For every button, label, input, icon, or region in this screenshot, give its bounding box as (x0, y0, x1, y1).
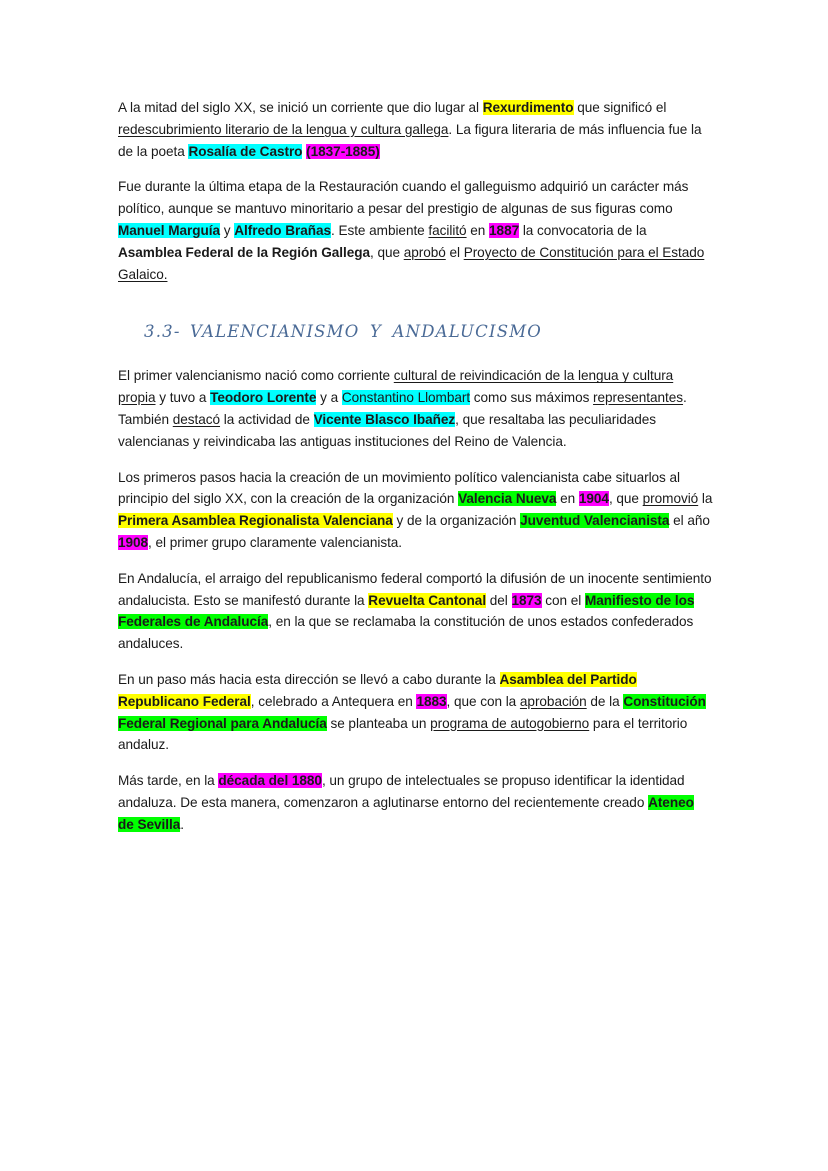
highlight-lorente: Teodoro Lorente (210, 390, 317, 406)
text: del (486, 592, 512, 608)
paragraph-galleguismo (118, 176, 713, 285)
highlight-fechas-rosalia: (1837-1885) (306, 143, 380, 159)
section-title-word: ANDALUCISMO (392, 322, 543, 342)
text: Los primeros pasos hacia la creación de un movimiento político valencianista cabe situarlos al principio del siglo XX, con la creación de la organización (118, 469, 681, 507)
text: el año (669, 513, 710, 529)
text: , que (370, 244, 404, 260)
section-title-word: Y (369, 322, 383, 342)
paragraph-rexurdimento (118, 97, 713, 162)
text: . (180, 816, 184, 832)
highlight-year-1883: 1883 (416, 693, 447, 709)
text: y tuvo a (155, 390, 211, 406)
text: y (220, 222, 235, 238)
highlight-rexurdimento: Rexurdimento (482, 100, 574, 115)
underline-aprobo: aprobó (403, 244, 446, 260)
underline-proyecto: Proyecto de Constitución para el Estado Galaico. (118, 244, 705, 282)
section-number: 3.3- (144, 322, 181, 342)
underline-programa: programa de autogobierno (430, 715, 590, 731)
highlight-murguia: Manuel Marguía (118, 222, 221, 238)
underline-aprobacion: aprobación (519, 693, 587, 709)
document-body (118, 97, 713, 850)
text: Fue durante la última etapa de la Restauración cuando el galleguismo adquirió un carácter más político, aunque se mantuvo minoritario a pesar del prestigio de algunas de sus figuras como (118, 179, 689, 217)
highlight-manifiesto: Manifiesto de los Federales de Andalucía (118, 592, 695, 630)
text: el (445, 244, 464, 260)
highlight-rosalia: Rosalía de Castro (188, 143, 303, 159)
section-heading (144, 319, 713, 345)
highlight-blasco: Vicente Blasco Ibañez (313, 411, 456, 427)
text: se planteaba un (326, 715, 431, 731)
highlight-year-1873: 1873 (511, 592, 542, 608)
paragraph-valencianismo (118, 365, 713, 452)
highlight-revuelta: Revuelta Cantonal (368, 592, 487, 608)
paragraph-ateneo (118, 770, 713, 835)
highlight-ateneo: Ateneo de Sevilla (118, 794, 694, 832)
paragraph-andalucia (118, 568, 713, 655)
highlight-llombart: Constantino Llombart (341, 390, 471, 406)
text: , celebrado a Antequera en (250, 693, 417, 709)
text: la (698, 491, 713, 507)
text: El primer valencianismo nació como corriente (118, 368, 394, 384)
text: Más tarde, en la (118, 773, 219, 789)
underline-facilito: facilitó (428, 222, 467, 238)
underline-cultural: cultural de reivindicación de la lengua y cultura propia (118, 368, 674, 406)
text: con el (541, 592, 585, 608)
text: . Este ambiente (330, 222, 429, 238)
text: , que (608, 491, 643, 507)
paragraph-antequera (118, 669, 713, 756)
text: de la (586, 693, 624, 709)
highlight-asamblea-partido: Asamblea del Partido Republicano Federal (118, 671, 637, 709)
highlight-primera-asamblea: Primera Asamblea Regionalista Valenciana (118, 513, 393, 529)
highlight-year-1904: 1904 (578, 491, 609, 507)
text: la actividad de (220, 411, 314, 427)
highlight-branas: Alfredo Brañas (234, 222, 331, 238)
text: para el territorio andaluz. (118, 715, 688, 753)
text: . También (118, 390, 687, 427)
text: en (556, 491, 579, 507)
text: , que con la (446, 693, 520, 709)
text: . La figura literaria de más influencia fue la de la poeta (118, 121, 702, 159)
text: como sus máximos (470, 390, 594, 406)
section-title-word: VALENCIANISMO (190, 322, 360, 342)
text: en (466, 222, 490, 238)
underline-promovio: promovió (642, 491, 699, 507)
underline-representantes: representantes (593, 390, 684, 406)
text: , en la que se reclamaba la constitución de unos estados confederados andaluces. (118, 614, 694, 652)
highlight-year-1908: 1908 (118, 534, 149, 550)
text: A la mitad del siglo XX, se inició un corriente que dio lugar al (118, 100, 483, 115)
underline-destaco: destacó (172, 411, 221, 427)
text: y a (316, 390, 342, 406)
text: la convocatoria de la (519, 222, 647, 238)
text: En Andalucía, el arraigo del republicanismo federal comportó la difusión de un inocente sentimiento andalucista. Esto se manifestó durante la (118, 570, 712, 608)
text: y de la organización (392, 513, 521, 529)
highlight-decada-1880: década del 1880 (218, 773, 322, 789)
highlight-constitucion: Constitución Federal Regional para Andalucía (118, 693, 706, 731)
text: En un paso más hacia esta dirección se llevó a cabo durante la (118, 671, 500, 687)
paragraph-primeros-pasos (118, 467, 713, 554)
text: , que resaltaba las peculiaridades valencianas y reivindicaba las antiguas instituciones del Reino de Valencia. (118, 411, 656, 449)
highlight-year-1887: 1887 (489, 222, 520, 238)
bold-asamblea-gallega: Asamblea Federal de la Región Gallega (118, 244, 370, 260)
highlight-juventud: Juventud Valencianista (520, 513, 670, 529)
text: , el primer grupo claramente valencianista. (148, 534, 403, 550)
text: que significó el (573, 100, 667, 115)
text: , un grupo de intelectuales se propuso identificar la identidad andaluza. De esta manera, comenzaron a aglutinarse entorno del recientemente creado (118, 773, 685, 810)
underline-redescubrimiento: redescubrimiento literario de la lengua y cultura gallega (118, 121, 449, 137)
highlight-valencia-nueva: Valencia Nueva (458, 491, 557, 507)
